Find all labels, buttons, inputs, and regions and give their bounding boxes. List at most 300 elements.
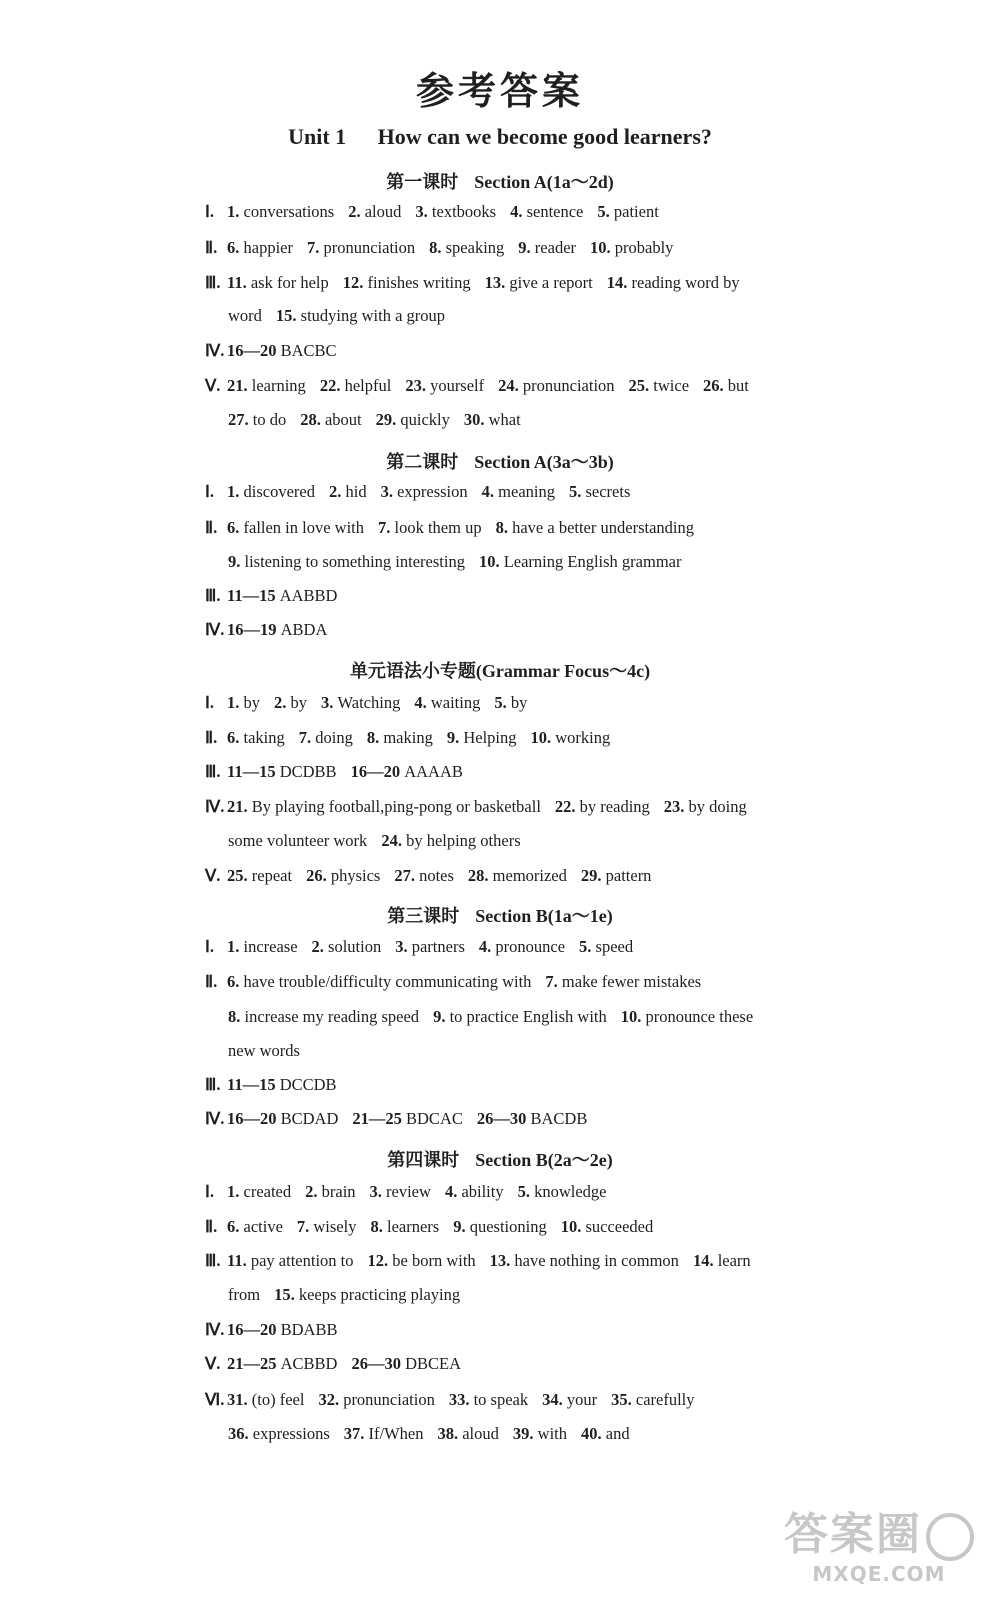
section-heading: [0, 1146, 1000, 1172]
watermark-circle-icon: [926, 1513, 974, 1561]
answer-text: ABDA: [280, 620, 328, 639]
question-number: 37.: [343, 1424, 369, 1443]
roman-numeral: Ⅳ.: [205, 797, 225, 816]
roman-numeral: Ⅳ.: [205, 1109, 225, 1128]
answer-text: pronounce: [495, 937, 566, 956]
question-number: 3.: [395, 937, 412, 956]
answer-item: [306, 866, 380, 886]
answer-item: [561, 1217, 654, 1237]
question-number: 24.: [498, 376, 523, 395]
roman-numeral: Ⅱ.: [205, 972, 218, 991]
answer-item: [378, 518, 482, 538]
roman-numeral: Ⅰ.: [205, 693, 214, 712]
answer-text: reader: [534, 238, 577, 257]
answer-item: [376, 410, 450, 430]
question-number: 11—15: [227, 762, 280, 781]
section-heading: [0, 657, 1000, 683]
answer-text: ability: [461, 1182, 504, 1201]
question-number: 15.: [275, 306, 301, 325]
watermark-logo: [784, 1498, 974, 1586]
question-number: 10.: [590, 238, 615, 257]
answer-item: [329, 482, 367, 502]
answer-text: brain: [321, 1182, 356, 1201]
question-number: 3.: [415, 202, 432, 221]
answer-line: [205, 1251, 845, 1271]
answer-text: have trouble/difficulty communicating with: [243, 972, 532, 991]
answer-text: BDCAC: [406, 1109, 463, 1128]
answer-text: DCCDB: [279, 1075, 337, 1094]
answer-line: [205, 1182, 845, 1202]
answer-text: twice: [653, 376, 690, 395]
answer-item: [510, 202, 583, 222]
question-number: 14.: [692, 1251, 718, 1270]
question-number: 21—25: [352, 1109, 407, 1128]
question-number: 35.: [611, 1390, 636, 1409]
answer-text: discovered: [243, 482, 315, 501]
answer-text: aloud: [364, 202, 402, 221]
answer-item: [227, 238, 293, 258]
question-number: 36.: [228, 1424, 253, 1443]
answer-text: making: [383, 728, 433, 747]
question-number: 21.: [227, 376, 252, 395]
answer-text: new words: [228, 1041, 300, 1060]
answer-text: pronounce these: [645, 1007, 754, 1026]
section-lesson-label: 第三课时: [387, 906, 460, 927]
question-number: 24.: [381, 831, 407, 850]
answer-item: [351, 762, 463, 782]
answer-item: [274, 1285, 460, 1305]
answer-text: BCDAD: [280, 1109, 339, 1128]
answer-text: wisely: [313, 1217, 357, 1236]
question-number: 27.: [394, 866, 420, 885]
answer-text: to do: [252, 410, 287, 429]
question-number: 23.: [405, 376, 431, 395]
question-number: 3.: [321, 693, 338, 712]
answer-item: [227, 1390, 304, 1410]
answer-line: [205, 273, 845, 293]
answer-text: If/When: [368, 1424, 424, 1443]
answer-text: to speak: [473, 1390, 529, 1409]
answer-item: [227, 1354, 337, 1374]
question-number: 15.: [274, 1285, 299, 1304]
answer-item: [581, 866, 652, 886]
answer-item: [367, 728, 433, 748]
answer-item: [395, 937, 465, 957]
question-number: 4.: [510, 202, 527, 221]
answer-item: [569, 482, 630, 502]
roman-numeral: Ⅳ.: [205, 1320, 225, 1339]
answer-item: [228, 1424, 330, 1444]
unit-name: How can we become good learners?: [377, 124, 712, 149]
roman-numeral: Ⅲ.: [205, 1075, 221, 1094]
answer-item: [545, 972, 701, 992]
answer-item: [370, 1217, 439, 1237]
question-number: 6.: [227, 728, 244, 747]
answer-text: partners: [411, 937, 465, 956]
answer-item: [370, 1182, 431, 1202]
answer-text: By playing football,ping-pong or basketball: [251, 797, 541, 816]
answer-text: textbooks: [431, 202, 497, 221]
roman-numeral: Ⅲ.: [205, 762, 221, 781]
answer-text: DCDBB: [279, 762, 337, 781]
question-number: 22.: [319, 376, 345, 395]
answer-item: [228, 1285, 260, 1305]
answer-item: [464, 410, 521, 430]
question-number: 6.: [227, 972, 244, 991]
question-number: 28.: [300, 410, 325, 429]
question-number: 8.: [429, 238, 446, 257]
answer-text: working: [555, 728, 611, 747]
answer-line: [205, 1217, 845, 1237]
question-number: 10.: [560, 1217, 586, 1236]
question-number: 26—30: [351, 1354, 406, 1373]
answer-text: your: [566, 1390, 598, 1409]
roman-numeral: Ⅴ.: [205, 1354, 221, 1373]
answer-text: to practice English with: [449, 1007, 607, 1026]
question-number: 1.: [227, 482, 244, 501]
question-number: 5.: [597, 202, 614, 221]
question-number: 7.: [378, 518, 395, 537]
roman-numeral: Ⅱ.: [205, 728, 218, 747]
question-number: 11.: [227, 273, 251, 292]
answer-line: [205, 1320, 845, 1340]
answer-item: [447, 728, 517, 748]
answer-text: meaning: [498, 482, 555, 501]
answer-item: [227, 728, 285, 748]
section-title: Section A(1a～2d): [474, 172, 614, 192]
section-title: Section B(2a～2e): [475, 1150, 613, 1170]
answer-text: give a report: [509, 273, 593, 292]
watermark-text: 答案圈: [784, 1509, 922, 1560]
question-number: 14.: [606, 273, 632, 292]
question-number: 8.: [495, 518, 513, 537]
section-lesson-label: 第二课时: [386, 452, 459, 473]
question-number: 7.: [296, 1217, 314, 1236]
answer-item: [482, 482, 555, 502]
answer-line: [205, 797, 845, 817]
answer-line: [228, 1285, 868, 1305]
answer-text: from: [228, 1285, 261, 1304]
question-number: 9.: [446, 728, 464, 747]
question-number: 2.: [311, 937, 329, 956]
answer-item: [479, 937, 565, 957]
question-number: 25.: [227, 866, 252, 885]
answer-item: [590, 238, 673, 258]
question-number: 1.: [227, 693, 244, 712]
question-number: 21.: [227, 797, 252, 816]
section-title: Section A(3a～3b): [474, 452, 614, 472]
answer-item: [629, 376, 689, 396]
question-number: 8.: [366, 728, 384, 747]
question-number: 3.: [369, 1182, 387, 1201]
answer-text: BDABB: [280, 1320, 338, 1339]
question-number: 9.: [228, 552, 245, 571]
answer-item: [496, 518, 694, 538]
answer-item: [227, 972, 531, 992]
answer-item: [307, 238, 415, 258]
question-number: 2.: [305, 1182, 322, 1201]
answer-text: Helping: [463, 728, 517, 747]
answer-text: speaking: [445, 238, 505, 257]
answer-item: [494, 693, 527, 713]
section-heading: [0, 168, 1000, 194]
answer-line: [205, 937, 845, 957]
answer-text: hid: [345, 482, 367, 501]
answer-text: pronunciation: [343, 1390, 435, 1409]
answer-line: [205, 972, 845, 992]
answer-line: [205, 482, 845, 502]
question-number: 16—20: [227, 341, 281, 360]
answer-text: Learning English grammar: [503, 552, 682, 571]
question-number: 9.: [518, 238, 535, 257]
answer-line: [228, 1041, 868, 1061]
answer-line: [228, 1007, 868, 1027]
answer-item: [485, 273, 593, 293]
roman-numeral: Ⅲ.: [205, 586, 221, 605]
answer-item: [227, 1320, 337, 1340]
question-number: 7.: [306, 238, 324, 257]
answer-item: [498, 376, 614, 396]
answer-item: [381, 831, 520, 851]
question-number: 4.: [444, 1182, 462, 1201]
question-number: 26.: [306, 866, 331, 885]
answer-text: (to) feel: [251, 1390, 305, 1409]
answer-item: [297, 1217, 357, 1237]
answer-text: ACBBD: [280, 1354, 338, 1373]
question-number: 25.: [628, 376, 654, 395]
answer-text: BACBC: [280, 341, 337, 360]
question-number: 11.: [227, 1251, 251, 1270]
question-number: 34.: [542, 1390, 567, 1409]
answer-text: pattern: [605, 866, 652, 885]
answer-text: notes: [419, 866, 454, 885]
answer-item: [321, 693, 400, 713]
question-number: 2.: [274, 693, 291, 712]
question-number: 10.: [478, 552, 504, 571]
answer-item: [368, 1251, 476, 1271]
answer-line: [205, 762, 845, 782]
answer-text: word: [228, 306, 262, 325]
answer-item: [348, 202, 401, 222]
roman-numeral: Ⅱ.: [205, 1217, 218, 1236]
question-number: 39.: [512, 1424, 538, 1443]
question-number: 6.: [227, 1217, 244, 1236]
answer-item: [468, 866, 567, 886]
answer-text: helpful: [344, 376, 392, 395]
question-number: 11—15: [227, 1075, 280, 1094]
answer-item: [518, 1182, 607, 1202]
answer-text: listening to something interesting: [244, 552, 465, 571]
answer-line: [205, 586, 845, 606]
answer-item: [445, 1182, 504, 1202]
answer-text: finishes writing: [367, 273, 471, 292]
roman-numeral: Ⅱ.: [205, 518, 218, 537]
answer-item: [437, 1424, 498, 1444]
question-number: 21—25: [227, 1354, 281, 1373]
answer-text: secrets: [585, 482, 631, 501]
answer-item: [227, 762, 337, 782]
answer-text: doing: [315, 728, 353, 747]
answer-text: ask for help: [250, 273, 329, 292]
answer-item: [414, 693, 480, 713]
answer-item: [228, 306, 262, 326]
roman-numeral: Ⅰ.: [205, 937, 214, 956]
answer-text: repeat: [251, 866, 293, 885]
answer-item: [228, 1007, 419, 1027]
answer-text: speed: [595, 937, 634, 956]
section-heading: [0, 902, 1000, 928]
answer-item: [227, 1109, 338, 1129]
answer-text: yourself: [430, 376, 485, 395]
question-number: 5.: [579, 937, 596, 956]
answer-text: sentence: [526, 202, 584, 221]
answer-text: and: [605, 1424, 630, 1443]
answer-item: [227, 1182, 291, 1202]
question-number: 31.: [227, 1390, 252, 1409]
answer-text: patient: [613, 202, 659, 221]
answer-text: have nothing in common: [514, 1251, 679, 1270]
answer-item: [477, 1109, 587, 1129]
answer-text: AABBD: [279, 586, 338, 605]
answer-item: [227, 273, 329, 293]
answer-text: succeeded: [585, 1217, 654, 1236]
page-title: 参考答案: [415, 69, 584, 113]
question-number: 22.: [554, 797, 580, 816]
question-number: 12.: [342, 273, 368, 292]
answer-item: [579, 937, 633, 957]
answer-text: conversations: [243, 202, 335, 221]
answer-item: [320, 376, 392, 396]
answer-line: [205, 1390, 845, 1410]
answer-text: fallen in love with: [243, 518, 365, 537]
answer-item: [449, 1390, 528, 1410]
question-number: 7.: [298, 728, 316, 747]
answer-item: [227, 937, 298, 957]
question-number: 8.: [228, 1007, 245, 1026]
answer-line: [205, 620, 845, 640]
answer-item: [227, 518, 364, 538]
answer-line: [205, 1109, 845, 1129]
answer-item: [351, 1354, 461, 1374]
answer-item: [513, 1424, 567, 1444]
question-number: 13.: [489, 1251, 515, 1270]
answer-text: review: [386, 1182, 431, 1201]
section-heading: [0, 448, 1000, 474]
answer-text: carefully: [635, 1390, 695, 1409]
answer-text: studying with a group: [300, 306, 446, 325]
answer-text: increase: [243, 937, 298, 956]
answer-line: [205, 341, 845, 361]
answer-item: [227, 866, 292, 886]
answer-item: [453, 1217, 547, 1237]
answer-line: [205, 728, 845, 748]
answer-item: [518, 238, 576, 258]
question-number: 26.: [703, 376, 728, 395]
section-title: Section B(1a～1e): [475, 906, 613, 926]
watermark-url: MXQE.COM: [812, 1562, 946, 1586]
roman-numeral: Ⅵ.: [205, 1390, 225, 1409]
section-lesson-label: 第四课时: [387, 1150, 460, 1171]
section-lesson-label: 第一课时: [386, 172, 459, 193]
answer-text: have a better understanding: [512, 518, 694, 537]
answer-item: [227, 1217, 283, 1237]
question-number: 6.: [227, 518, 244, 537]
answer-item: [276, 306, 445, 326]
answer-text: solution: [328, 937, 382, 956]
answer-text: probably: [614, 238, 674, 257]
answer-item: [415, 202, 496, 222]
question-number: 27.: [228, 410, 253, 429]
answer-item: [344, 1424, 424, 1444]
answer-text: by helping others: [406, 831, 521, 850]
answer-item: [555, 797, 650, 817]
answer-text: aloud: [462, 1424, 499, 1443]
roman-numeral: Ⅴ.: [205, 376, 221, 395]
answer-item: [312, 937, 382, 957]
question-number: 11—15: [227, 586, 280, 605]
answer-item: [429, 238, 504, 258]
answer-text: quickly: [400, 410, 450, 429]
answer-text: with: [537, 1424, 567, 1443]
answer-item: [597, 202, 658, 222]
answer-text: memorized: [492, 866, 567, 885]
answer-item: [227, 693, 260, 713]
answer-line: [228, 831, 868, 851]
answer-text: physics: [330, 866, 381, 885]
answer-text: learning: [251, 376, 306, 395]
answer-text: by: [510, 693, 528, 712]
answer-item: [607, 273, 740, 293]
unit-number: Unit 1: [288, 124, 347, 149]
answer-text: look them up: [394, 518, 482, 537]
question-number: 1.: [227, 1182, 244, 1201]
answer-text: waiting: [430, 693, 481, 712]
answer-item: [352, 1109, 462, 1129]
answer-item: [581, 1424, 630, 1444]
question-number: 5.: [517, 1182, 535, 1201]
question-number: 40.: [581, 1424, 606, 1443]
answer-text: happier: [243, 238, 293, 257]
answer-text: but: [727, 376, 749, 395]
answer-item: [227, 797, 541, 817]
question-number: 12.: [367, 1251, 393, 1270]
answer-item: [228, 410, 286, 430]
answer-item: [305, 1182, 355, 1202]
question-number: 13.: [484, 273, 510, 292]
answer-text: created: [243, 1182, 292, 1201]
answer-line: [228, 1424, 868, 1444]
answer-text: pay attention to: [250, 1251, 354, 1270]
answer-item: [228, 831, 367, 851]
question-number: 16—20: [227, 1320, 281, 1339]
answer-line: [228, 306, 868, 326]
question-number: 9.: [433, 1007, 450, 1026]
answer-item: [703, 376, 749, 396]
answer-text: by doing: [688, 797, 747, 816]
question-number: 29.: [580, 866, 606, 885]
answer-text: by: [290, 693, 307, 712]
question-number: 10.: [620, 1007, 646, 1026]
answer-item: [479, 552, 682, 572]
question-number: 5.: [568, 482, 586, 501]
question-number: 6.: [227, 238, 244, 257]
question-number: 16—19: [227, 620, 281, 639]
roman-numeral: Ⅱ.: [205, 238, 218, 257]
answer-item: [227, 341, 337, 361]
answer-item: [693, 1251, 751, 1271]
question-number: 26—30: [476, 1109, 531, 1128]
answer-item: [228, 552, 465, 572]
